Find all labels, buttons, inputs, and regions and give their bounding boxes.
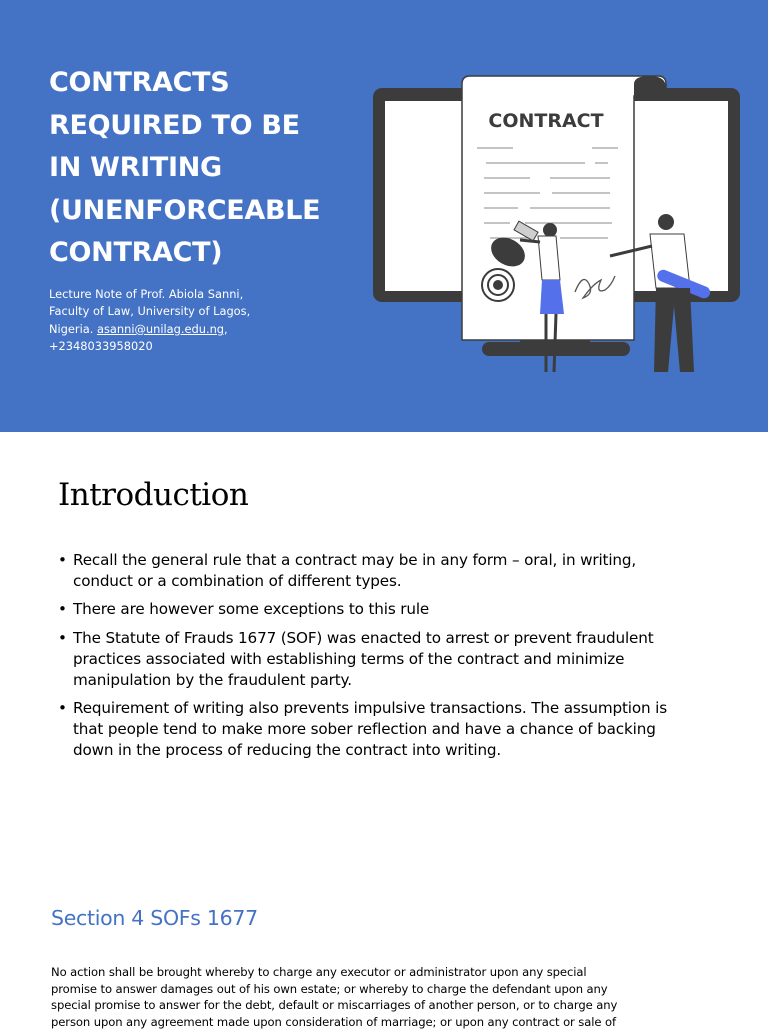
bullet-icon: • [58,628,67,647]
bullet-text: manipulation by the fraudulent party. [73,670,352,689]
author-comma: , [224,321,228,336]
title-line: IN WRITING [49,152,222,183]
slide-title: Introduction [58,477,249,513]
bullet-text: Recall the general rule that a contract may be in any form – oral, in writing, [73,551,637,569]
list-item [58,599,708,620]
bullet-icon: • [58,551,67,569]
author-email-link[interactable]: asanni@unilag.edu.ng [97,321,225,336]
contract-signing-illustration [360,70,750,380]
author-line: Faculty of Law, University of Lagos, [49,304,251,319]
bullet-text: There are however some exceptions to this rule [73,600,430,619]
title-line: REQUIRED TO BE [49,109,300,141]
section-title: Section 4 SOFs 1677 [51,906,258,930]
bullet-icon: • [58,699,67,718]
section-text-line: No action shall be brought whereby to charge any executor or administrator upon any special [51,965,587,979]
slide-title [49,62,339,275]
author-country: Nigeria. [49,321,97,336]
bullet-text: down in the process of reducing the contract into writing. [73,741,502,760]
contract-heading: CONTRACT [488,110,604,132]
title-line: CONTRACT) [49,237,223,268]
author-line: Lecture Note of Prof. Abiola Sanni, [49,287,244,301]
title-line: (UNENFORCEABLE [49,194,321,226]
bullet-text: The Statute of Frauds 1677 (SOF) was enacted to arrest or prevent fraudulent [73,628,654,647]
bullet-icon: • [58,600,67,619]
section-text-line: promise to answer damages out of his own estate; or whereby to charge the defendant upon any [51,981,608,996]
section-text [51,964,641,1030]
author-line [49,321,289,338]
title-slide [0,0,768,432]
author-info [49,286,289,356]
title-line: CONTRACTS [49,67,230,98]
bullet-list [58,550,708,769]
bullet-text: that people tend to make more sober reflection and have a chance of backing [73,720,656,739]
section-text-line: special promise to answer for the debt, default or miscarriages of another person, or to charge any [51,998,618,1013]
section-text-line: person upon any agreement made upon consideration of marriage; or upon any contract or sale of [51,1014,616,1029]
list-item [58,698,708,761]
bullet-text: Requirement of writing also prevents impulsive transactions. The assumption is [73,699,667,718]
section-4-slide [0,864,768,1029]
author-phone: +2348033958020 [49,339,153,354]
bullet-text: conduct or a combination of different types. [73,572,402,590]
introduction-slide [0,432,768,864]
list-item [58,628,708,691]
list-item [58,550,708,592]
bullet-text: practices associated with establishing terms of the contract and minimize [73,649,625,668]
